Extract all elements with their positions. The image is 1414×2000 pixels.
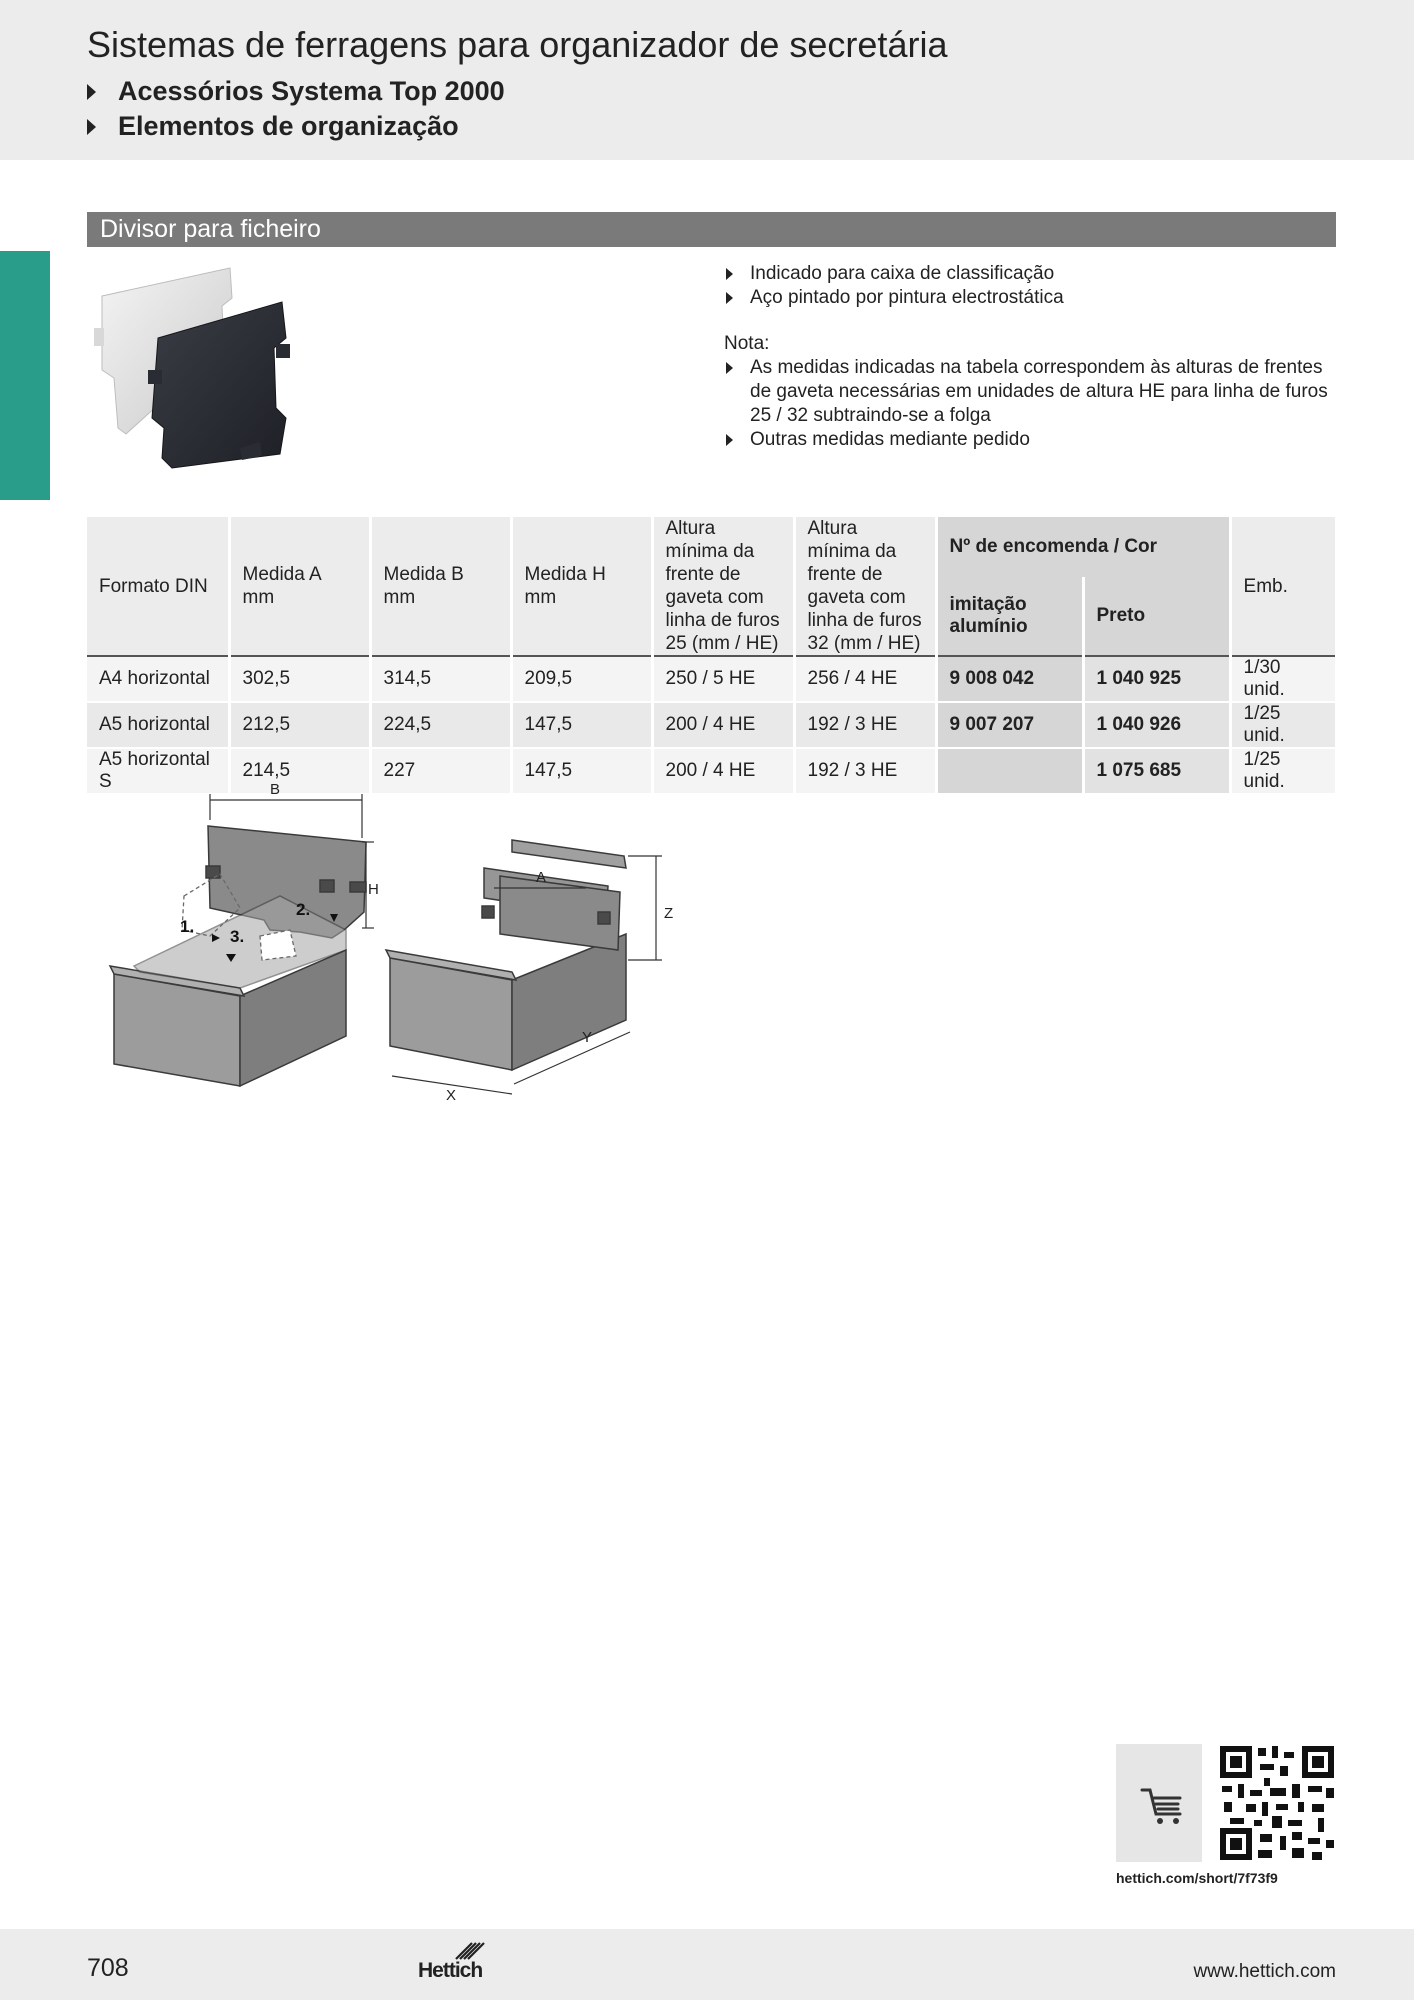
feature-list: [724, 262, 1344, 452]
note-text: As medidas indicadas na tabela correspondem às alturas de frentes de gaveta necessárias em unidades de altura HE para linha de furos 25 / 32 subtraindo-se a folga: [750, 357, 1328, 426]
cell-alt32: 256 / 4 HE: [794, 656, 936, 702]
cell-b: 224,5: [370, 702, 511, 748]
cell-pack: 1/25 unid.: [1230, 702, 1336, 748]
cell-pack: 1/30 unid.: [1230, 656, 1336, 702]
cell-format: A5 horizontal S: [87, 748, 229, 794]
bullet-triangle-icon: [726, 268, 733, 280]
col-header-format: Formato DIN: [87, 517, 229, 656]
feature-text: Aço pintado por pintura electrostática: [750, 287, 1064, 308]
cell-order-black: 1 075 685: [1083, 748, 1230, 794]
cell-b: 227: [370, 748, 511, 794]
section-bar: [87, 212, 1336, 247]
cell-order-black: 1 040 925: [1083, 656, 1230, 702]
product-photo: [90, 258, 350, 483]
bullet-triangle-icon: [726, 362, 733, 374]
col-header-alt32: Altura mínima da frente de gaveta com linha de furos 32 (mm / HE): [794, 517, 936, 656]
page-number: 708: [87, 1954, 129, 1982]
note-item: [724, 356, 1344, 428]
spec-table: [87, 517, 1338, 795]
col-header-pack: Emb.: [1230, 517, 1336, 656]
dim-label-a: A: [536, 869, 547, 886]
technical-diagram: [100, 780, 690, 1120]
qr-caption[interactable]: hettich.com/short/7f73f9: [1116, 1870, 1278, 1886]
cell-a: 212,5: [229, 702, 370, 748]
cell-alt25: 200 / 4 HE: [652, 702, 794, 748]
dim-label-b: B: [270, 781, 281, 798]
step-label-2: 2.: [296, 900, 311, 919]
subheading-2: [87, 111, 459, 142]
note-item: [724, 428, 1344, 452]
col-header-h: Medida H mm: [511, 517, 652, 656]
col-header-a: Medida A mm: [229, 517, 370, 656]
dim-label-x: X: [446, 1087, 457, 1104]
footer-url[interactable]: www.hettich.com: [1193, 1961, 1336, 1982]
bullet-triangle-icon: [87, 84, 96, 100]
cell-b: 314,5: [370, 656, 511, 702]
feature-item: [724, 262, 1344, 286]
bullet-triangle-icon: [726, 292, 733, 304]
brand-name: Hettich: [418, 1959, 483, 1982]
subheading-text: Acessórios Systema Top 2000: [118, 76, 505, 106]
cell-format: A4 horizontal: [87, 656, 229, 702]
cell-alt32: 192 / 3 HE: [794, 702, 936, 748]
cell-alt32: 192 / 3 HE: [794, 748, 936, 794]
brand-logo-mark: [418, 1937, 492, 1961]
cell-a: 302,5: [229, 656, 370, 702]
cell-order-alu: [936, 748, 1083, 794]
section-title: Divisor para ficheiro: [100, 215, 321, 243]
cell-order-black: 1 040 926: [1083, 702, 1230, 748]
dim-label-z: Z: [664, 905, 674, 922]
cell-order-alu: 9 007 207: [936, 702, 1083, 748]
brand-logo: [418, 1937, 492, 1985]
cell-h: 209,5: [511, 656, 652, 702]
cell-alt25: 200 / 4 HE: [652, 748, 794, 794]
feature-text: Indicado para caixa de classificação: [750, 263, 1055, 284]
cell-order-alu: 9 008 042: [936, 656, 1083, 702]
feature-item: [724, 286, 1344, 310]
note-text: Outras medidas mediante pedido: [750, 429, 1030, 450]
table-row: [87, 656, 1336, 702]
accent-bar: [0, 251, 50, 500]
col-header-order-group: Nº de encomenda / Cor: [936, 517, 1230, 577]
dim-label-h: H: [368, 881, 379, 898]
cell-format: A5 horizontal: [87, 702, 229, 748]
bullet-triangle-icon: [87, 119, 96, 135]
bullet-triangle-icon: [726, 434, 733, 446]
step-label-1: 1.: [180, 917, 195, 936]
col-header-order-black: Preto: [1083, 577, 1230, 656]
col-header-alt25: Altura mínima da frente de gaveta com linha de furos 25 (mm / HE): [652, 517, 794, 656]
cell-a: 214,5: [229, 748, 370, 794]
col-header-order-alu: imitação alumínio: [936, 577, 1083, 656]
dim-label-y: Y: [582, 1029, 593, 1046]
shop-link-box[interactable]: [1116, 1744, 1202, 1862]
step-label-3: 3.: [230, 927, 245, 946]
page-title: Sistemas de ferragens para organizador de secretária: [87, 24, 948, 65]
cell-alt25: 250 / 5 HE: [652, 656, 794, 702]
table-row: [87, 702, 1336, 748]
qr-code[interactable]: [1218, 1744, 1336, 1862]
note-label: Nota:: [724, 333, 770, 354]
subheading-1: [87, 76, 505, 107]
subheading-text: Elementos de organização: [118, 111, 459, 141]
cell-pack: 1/25 unid.: [1230, 748, 1336, 794]
cell-h: 147,5: [511, 748, 652, 794]
shopping-cart-icon: [1116, 1744, 1202, 1862]
col-header-b: Medida B mm: [370, 517, 511, 656]
cell-h: 147,5: [511, 702, 652, 748]
